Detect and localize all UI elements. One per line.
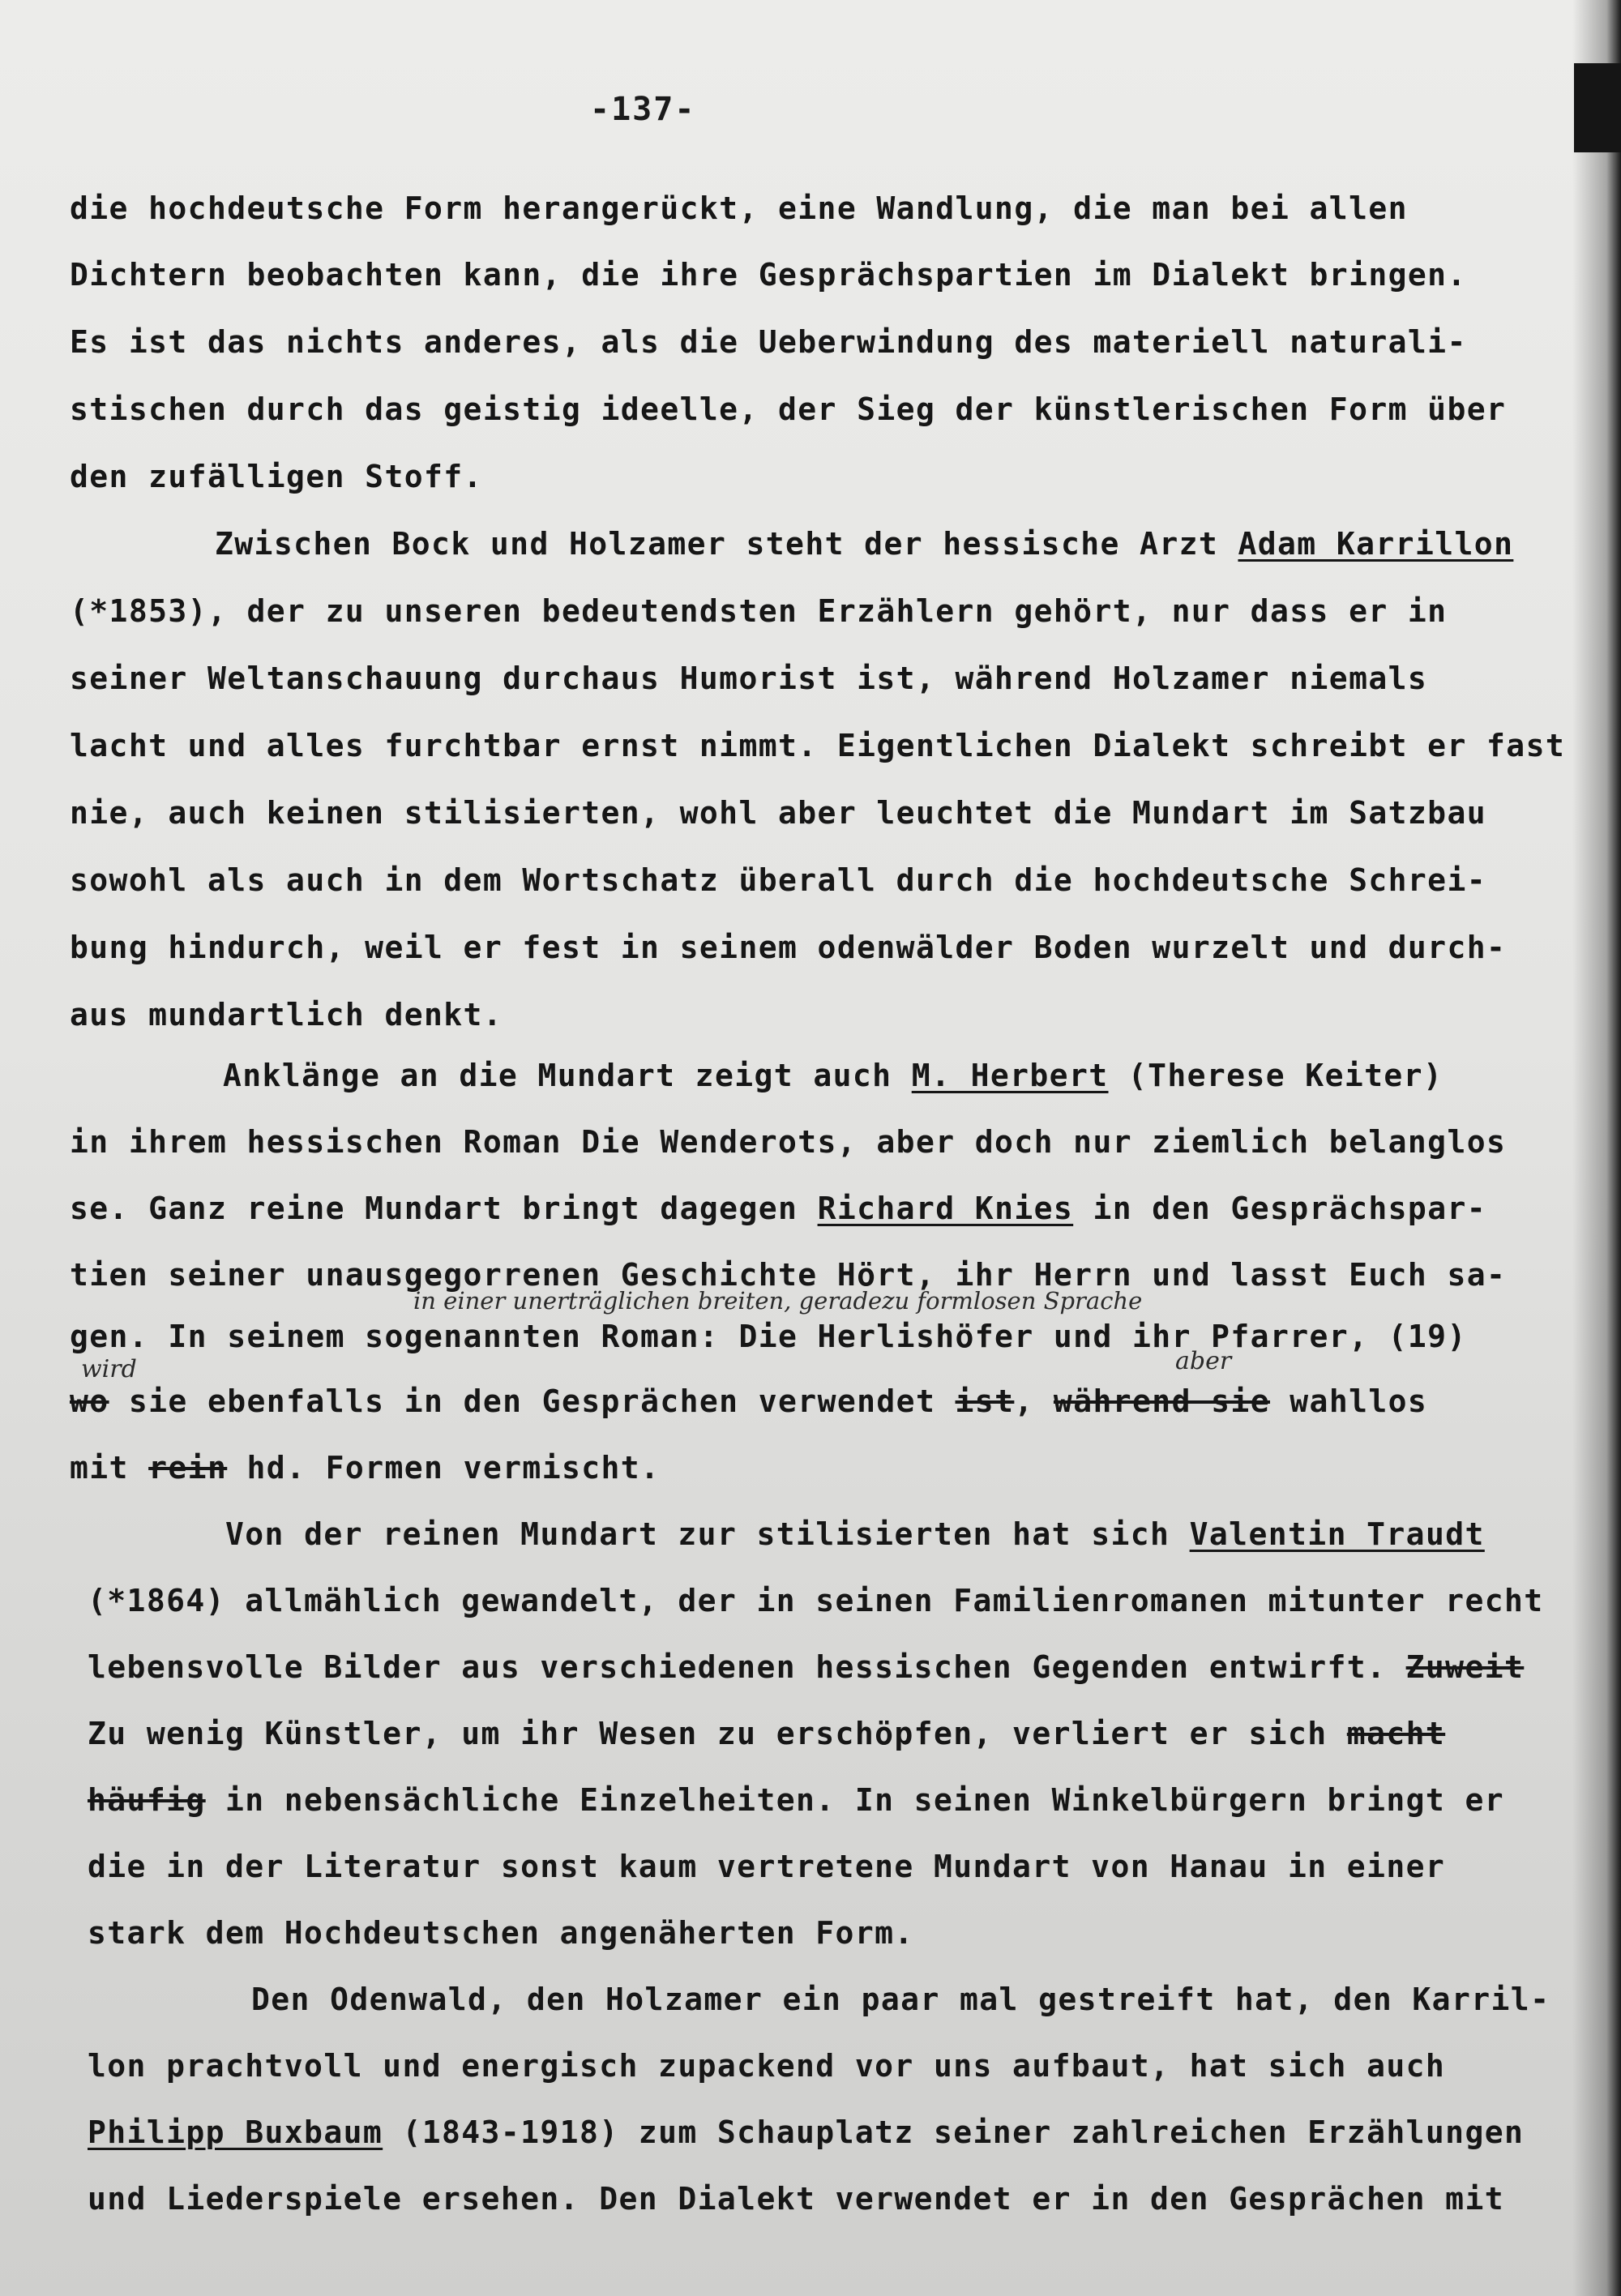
text-line: stischen durch das geistig ideelle, der Sieg der künstlerischen Form über [70,391,1507,427]
text-span: Zwischen Bock und Holzamer steht der hessische Arzt [215,526,1238,562]
text-span: in den Gesprächspar- [1073,1191,1487,1226]
text-line: aus mundartlich denkt. [70,997,503,1033]
text-line [70,1193,1486,1224]
text-line: den zufälligen Stoff. [70,459,483,494]
text-line: in ihrem hessischen Roman Die Wenderots, aber doch nur ziemlich belanglos [70,1124,1507,1160]
author-name: Adam Karrillon [1238,526,1514,562]
author-name: Richard Knies [817,1191,1074,1226]
text-line [88,2114,1525,2150]
text-span: hd. Formen vermischt. [227,1450,661,1486]
text-line: gen. In seinem sogenannten Roman: Die Herlishöfer und ihr Pfarrer, (19) [70,1319,1467,1354]
struck-text: Zuweit [1405,1649,1525,1685]
text-line: die hochdeutsche Form herangerückt, eine Wandlung, die man bei allen [70,190,1408,226]
handwritten-word: wird [81,1355,137,1383]
handwritten-insertion: in einer unerträglichen breiten, geradezu formlosen Sprache [413,1287,1143,1315]
text-line: lon prachtvoll und energisch zupackend vor uns aufbaut, hat sich auch [88,2048,1446,2084]
text-line [88,1649,1525,1685]
text-line: sowohl als auch in dem Wortschatz überall durch die hochdeutsche Schrei- [70,862,1487,898]
author-name: Philipp Buxbaum [88,2114,383,2150]
text-line [88,1782,1505,1818]
text-span: lebensvolle Bilder aus verschiedenen hessischen Gegenden entwirft. [88,1649,1406,1685]
text-span: Zu wenig Künstler, um ihr Wesen zu erschöpfen, verliert er sich [88,1716,1347,1751]
text-line [223,1060,1443,1091]
text-line [70,1450,661,1486]
text-line: Dichtern beobachten kann, die ihre Gesprächspartien im Dialekt bringen. [70,257,1467,293]
text-span: in nebensächliche Einzelheiten. In seinen Winkelbürgern bringt er [205,1782,1505,1818]
text-line: nie, auch keinen stilisierten, wohl aber leuchtet die Mundart im Satzbau [70,795,1487,831]
text-span: sie ebenfalls in den Gesprächen verwendet [109,1383,956,1419]
text-span: mit [70,1450,149,1486]
page-number: -137- [590,91,696,128]
text-line: und Liederspiele ersehen. Den Dialekt verwendet er in den Gesprächen mit [88,2181,1505,2217]
text-line: seiner Weltanschauung durchaus Humorist ist, während Holzamer niemals [70,661,1428,696]
text-line [70,1383,1428,1419]
struck-text: rein [148,1450,228,1486]
text-span: se. Ganz reine Mundart bringt dagegen [70,1191,818,1226]
text-line: bung hindurch, weil er fest in seinem odenwälder Boden wurzelt und durch- [70,930,1507,965]
text-line [88,1718,1445,1749]
struck-text: macht [1346,1716,1446,1751]
text-span: Anklänge an die Mundart zeigt auch [223,1058,912,1093]
text-line: Den Odenwald, den Holzamer ein paar mal gestreift hat, den Karril- [251,1982,1550,2017]
author-name: M. Herbert [911,1058,1109,1093]
struck-text: während sie [1053,1383,1270,1419]
text-span: , [1014,1383,1054,1419]
text-line: Es ist das nichts anderes, als die Ueberwindung des materiell naturali- [70,324,1467,360]
text-span: wahllos [1269,1383,1428,1419]
text-span: (1843-1918) zum Schauplatz seiner zahlreichen Erzählungen [383,2114,1525,2150]
scan-edge-shadow [1572,0,1621,2296]
scan-corner-tab [1574,63,1621,152]
text-line: die in der Literatur sonst kaum vertretene Mundart von Hanau in einer [88,1849,1446,1884]
struck-text: ist [955,1383,1015,1419]
text-line [225,1516,1485,1552]
text-span: Von der reinen Mundart zur stilisierten hat sich [225,1516,1190,1552]
text-line [215,526,1514,562]
text-line: (*1853), der zu unseren bedeutendsten Erzählern gehört, nur dass er in [70,593,1448,629]
text-line: (*1864) allmählich gewandelt, der in seinen Familienromanen mitunter recht [88,1583,1544,1618]
struck-text: häufig [88,1782,206,1818]
text-line: stark dem Hochdeutschen angenäherten Form. [88,1915,914,1951]
text-span: (Therese Keiter) [1108,1058,1444,1093]
text-line: tien seiner unausgegorrenen Geschichte Hört, ihr Herrn und lasst Euch sa- [70,1257,1507,1293]
author-name: Valentin Traudt [1189,1516,1485,1552]
struck-text: wo [70,1383,109,1419]
text-line: lacht und alles furchtbar ernst nimmt. Eigentlichen Dialekt schreibt er fast [70,728,1566,763]
handwritten-word: aber [1175,1347,1232,1375]
